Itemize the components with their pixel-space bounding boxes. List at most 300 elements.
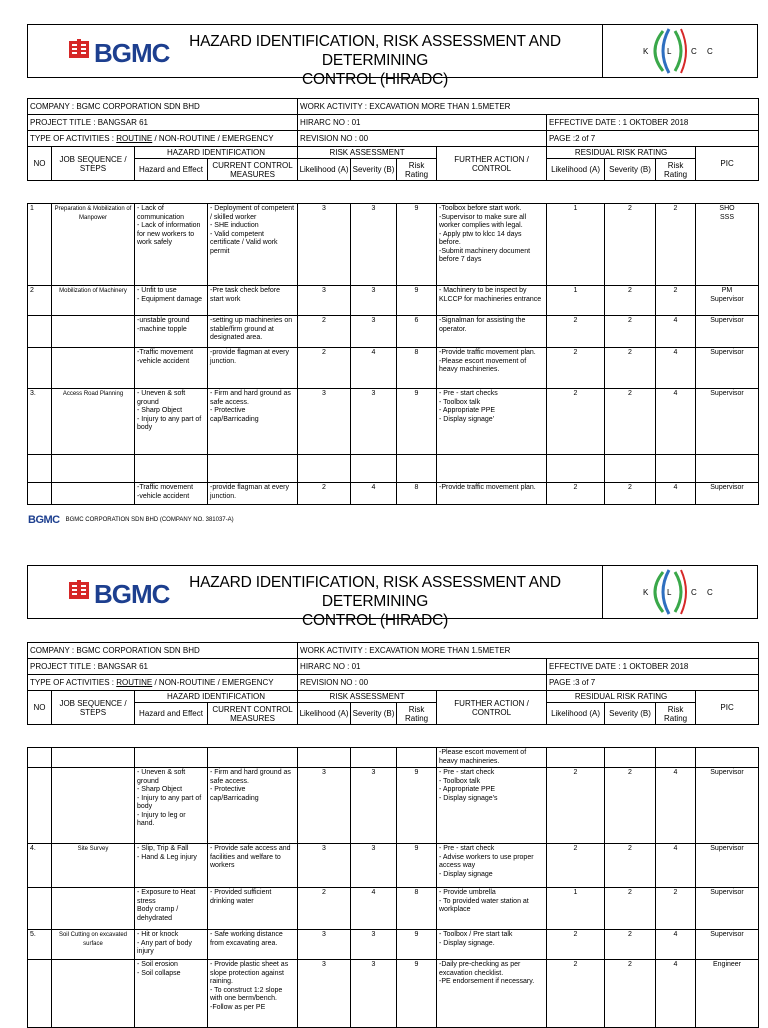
col-residual-risk: RESIDUAL RISK RATING <box>547 147 696 159</box>
cell-hazard-line: - Hit or knock <box>137 931 179 938</box>
col-no: NO <box>28 691 52 725</box>
cell-pic <box>696 348 759 389</box>
cell-residual-risk: 4 <box>656 844 696 888</box>
cell-pic-line: Supervisor <box>710 484 744 491</box>
cell-further-action-line: - Appropriate PPE <box>439 407 496 414</box>
klcc-logo-icon <box>603 25 757 77</box>
cell-severity <box>351 748 397 768</box>
cell-likelihood: 3 <box>298 768 351 844</box>
cell-hazard-line: -unstable ground <box>137 317 190 324</box>
cell-further-action-line: -PE endorsement if necessary. <box>439 978 535 985</box>
cell-further-action-line: - Toolbox / Pre start talk <box>439 931 513 938</box>
cell-job-step: Access Road Planning <box>52 389 135 455</box>
cell-job-step: Soil Cutting on excavated surface <box>52 930 135 960</box>
cell-job-step <box>52 768 135 844</box>
col-risk-assessment: RISK ASSESSMENT <box>298 691 437 703</box>
cell-further-action-line: -Toolbox before start work. <box>439 205 522 212</box>
cell-job-step <box>52 316 135 348</box>
cell-residual-severity: 2 <box>605 204 656 286</box>
cell-further-action-line: - Display signage's <box>439 794 498 802</box>
cell-pic-line: SSS <box>719 213 734 221</box>
cell-hazard-line: - Injury to any part of body <box>137 415 202 431</box>
cell-risk-rating: 8 <box>397 888 437 930</box>
table-row <box>28 930 759 960</box>
cell-hazard <box>135 483 208 505</box>
cell-pic <box>696 389 759 455</box>
hazard-table-page-3 <box>27 747 759 1028</box>
cell-hazard-line: - Sharp Object <box>137 407 183 414</box>
cell-control <box>208 960 298 1028</box>
footer-company-text: BGMC CORPORATION SDN BHD (COMPANY NO. 381037-A) <box>65 517 234 523</box>
cell-residual-risk: 4 <box>656 930 696 960</box>
cell-hazard <box>135 455 208 483</box>
cell-residual-likelihood: 2 <box>547 316 605 348</box>
table-row <box>28 768 759 844</box>
cell-no: 4. <box>28 844 52 888</box>
cell-hazard <box>135 204 208 286</box>
bgmc-logo <box>28 25 170 77</box>
cell-no <box>28 316 52 348</box>
cell-job-step <box>52 888 135 930</box>
cell-job-step: Site Survey <box>52 844 135 888</box>
col-likelihood: Likelihood (A) <box>298 159 351 181</box>
cell-control-line: -provide flagman at every junction. <box>210 349 289 365</box>
cell-control <box>208 930 298 960</box>
cell-pic-line: Supervisor <box>710 931 744 938</box>
col-likelihood: Likelihood (A) <box>298 703 351 725</box>
cell-further-action-line: -Supervisor to make sure all worker complies with legal. <box>439 213 527 229</box>
cell-further-action-line: -Submit machinery document before 7 days <box>439 247 531 263</box>
cell-hazard <box>135 930 208 960</box>
cell-residual-severity: 2 <box>605 286 656 316</box>
col-job-sequence: JOB SEQUENCE / STEPS <box>52 691 135 725</box>
activity-type-field: TYPE OF ACTIVITIES : ROUTINE / NON-ROUTINE / EMERGENCY <box>28 675 298 691</box>
cell-further-action <box>437 768 547 844</box>
cell-no <box>28 768 52 844</box>
cell-severity: 4 <box>351 888 397 930</box>
cell-risk-rating: 9 <box>397 286 437 316</box>
table-row <box>28 286 759 316</box>
cell-control-line: - Protective cap/Barricading <box>210 407 259 423</box>
cell-further-action-line: - Advise workers to use proper access way <box>439 853 534 869</box>
table-row <box>28 483 759 505</box>
cell-severity: 3 <box>351 930 397 960</box>
cell-control-line: - Firm and hard ground as safe access. <box>210 390 291 406</box>
cell-residual-likelihood: 2 <box>547 348 605 389</box>
cell-control-line: - Safe working distance from excavating area. <box>210 931 283 947</box>
cell-residual-risk: 4 <box>656 960 696 1028</box>
cell-pic-line: Supervisor <box>710 317 744 324</box>
cell-hazard-line: -Traffic movement <box>137 349 194 356</box>
cell-residual-severity: 2 <box>605 844 656 888</box>
cell-control <box>208 286 298 316</box>
cell-job-step: Preparation & Mobilization of Manpower <box>52 204 135 286</box>
cell-hazard-line: - Hand & Leg injury <box>137 853 197 861</box>
col-residual-likelihood: Likelihood (A) <box>547 703 605 725</box>
table-row <box>28 960 759 1028</box>
cell-no: 2 <box>28 286 52 316</box>
cell-hazard <box>135 960 208 1028</box>
cell-likelihood: 2 <box>298 483 351 505</box>
cell-no <box>28 455 52 483</box>
page-footer <box>28 514 234 526</box>
cell-further-action <box>437 286 547 316</box>
cell-residual-severity: 2 <box>605 930 656 960</box>
col-hazard-identification: HAZARD IDENTIFICATION <box>135 691 298 703</box>
cell-further-action-line: -Please escort movement of heavy machineries. <box>439 749 527 765</box>
cell-job-step <box>52 455 135 483</box>
cell-further-action-line: -Daily pre-checking as per excavation checklist. <box>439 961 521 977</box>
cell-further-action-line: - Pre - start checks <box>439 390 498 397</box>
col-no: NO <box>28 147 52 181</box>
cell-control-line: -provide flagman at every junction. <box>210 484 289 500</box>
col-risk-rating: Risk Rating <box>397 159 437 181</box>
cell-pic-line: Engineer <box>712 961 742 968</box>
cell-further-action-line: - Appropriate PPE <box>439 786 496 793</box>
svg-text:K: K <box>643 588 649 597</box>
cell-no: 1 <box>28 204 52 286</box>
svg-text:C: C <box>691 47 697 56</box>
cell-pic-line: Supervisor <box>710 390 744 397</box>
table-row <box>28 389 759 455</box>
cell-severity: 3 <box>351 768 397 844</box>
cell-severity: 3 <box>351 286 397 316</box>
cell-control <box>208 483 298 505</box>
cell-residual-likelihood: 2 <box>547 389 605 455</box>
cell-further-action-line: - Toolbox talk <box>439 398 481 406</box>
cell-control <box>208 348 298 389</box>
table-row <box>28 316 759 348</box>
hirarc-no-field: HIRARC NO : 01 <box>298 115 547 131</box>
document-header <box>27 24 758 88</box>
cell-pic <box>696 455 759 483</box>
cell-no <box>28 483 52 505</box>
cell-hazard-line: -vehicle accident <box>137 357 190 365</box>
cell-control-line: -Pre task check before start work <box>210 287 281 303</box>
cell-further-action <box>437 389 547 455</box>
document-title: HAZARD IDENTIFICATION, RISK ASSESSMENT AND DETERMINING CONTROL (HIRADC) <box>189 574 561 629</box>
cell-risk-rating <box>397 748 437 768</box>
cell-no <box>28 888 52 930</box>
bgmc-mark-icon <box>68 580 90 600</box>
cell-further-action-line: - Machinery to be inspect by KLCCP for machineries entrance <box>439 287 542 303</box>
cell-risk-rating: 8 <box>397 348 437 389</box>
cell-hazard-line: - Soil erosion <box>137 961 178 968</box>
col-severity: Severity (B) <box>351 159 397 181</box>
cell-residual-severity: 2 <box>605 348 656 389</box>
cell-further-action <box>437 455 547 483</box>
cell-no <box>28 348 52 389</box>
cell-severity: 3 <box>351 204 397 286</box>
cell-control <box>208 389 298 455</box>
cell-further-action-line: - Display signage. <box>439 939 495 947</box>
klcc-logo <box>602 25 757 77</box>
col-risk-rating: Risk Rating <box>397 703 437 725</box>
effective-date-field: EFFECTIVE DATE : 1 OKTOBER 2018 <box>547 115 759 131</box>
cell-control-line: - Provide plastic sheet as slope protection against raining. <box>210 961 289 985</box>
cell-severity: 3 <box>351 844 397 888</box>
cell-residual-likelihood: 2 <box>547 960 605 1028</box>
cell-likelihood: 2 <box>298 348 351 389</box>
cell-risk-rating: 9 <box>397 204 437 286</box>
cell-further-action-line: -Provide traffic movement plan. <box>439 484 536 491</box>
cell-further-action <box>437 204 547 286</box>
svg-text:C: C <box>707 47 713 56</box>
col-current-control: CURRENT CONTROL MEASURES <box>208 159 298 181</box>
cell-residual-severity <box>605 748 656 768</box>
klcc-logo <box>602 566 757 618</box>
cell-hazard-line: - Uneven & soft ground <box>137 769 186 785</box>
cell-pic <box>696 768 759 844</box>
cell-residual-risk: 4 <box>656 316 696 348</box>
cell-control-line: - Firm and hard ground as safe access. <box>210 769 291 785</box>
cell-residual-likelihood: 2 <box>547 844 605 888</box>
col-residual-severity: Severity (B) <box>605 703 656 725</box>
cell-further-action-line: - Display signage <box>439 870 493 878</box>
cell-control <box>208 844 298 888</box>
cell-likelihood: 3 <box>298 844 351 888</box>
cell-residual-likelihood: 1 <box>547 204 605 286</box>
info-table <box>27 98 759 181</box>
cell-risk-rating: 9 <box>397 960 437 1028</box>
cell-job-step <box>52 748 135 768</box>
cell-further-action-line: - Provide umbrella <box>439 889 496 896</box>
cell-likelihood: 3 <box>298 204 351 286</box>
cell-residual-severity: 2 <box>605 888 656 930</box>
revision-no-field: REVISION NO : 00 <box>298 675 547 691</box>
cell-hazard <box>135 316 208 348</box>
hirarc-no-field: HIRARC NO : 01 <box>298 659 547 675</box>
cell-control <box>208 455 298 483</box>
cell-pic-line: PM <box>721 287 733 294</box>
bgmc-logo-text: BGMC <box>94 38 170 68</box>
bgmc-logo <box>28 566 170 618</box>
cell-risk-rating: 8 <box>397 483 437 505</box>
cell-residual-severity: 2 <box>605 960 656 1028</box>
cell-severity: 4 <box>351 483 397 505</box>
work-activity-field: WORK ACTIVITY : EXCAVATION MORE THAN 1.5METER <box>298 643 759 659</box>
cell-hazard-line: -Traffic movement <box>137 484 194 491</box>
cell-further-action-line: - Pre - start check <box>439 845 495 852</box>
cell-job-step <box>52 348 135 389</box>
cell-control-line: - Provide safe access and facilities and welfare to workers <box>210 845 291 869</box>
cell-hazard-line: - Lack of information for new workers to work safely <box>137 222 201 246</box>
document-title: HAZARD IDENTIFICATION, RISK ASSESSMENT AND DETERMINING CONTROL (HIRADC) <box>189 33 561 88</box>
cell-pic <box>696 483 759 505</box>
table-row <box>28 455 759 483</box>
cell-hazard <box>135 389 208 455</box>
cell-residual-severity: 2 <box>605 768 656 844</box>
cell-likelihood: 3 <box>298 930 351 960</box>
cell-further-action-line: -Provide traffic movement plan. <box>439 349 536 356</box>
cell-hazard-line: - Exposure to Heat stress <box>137 889 196 905</box>
cell-hazard <box>135 768 208 844</box>
cell-no <box>28 748 52 768</box>
col-residual-risk-rating: Risk Rating <box>656 703 696 725</box>
cell-pic <box>696 960 759 1028</box>
company-field: COMPANY : BGMC CORPORATION SDN BHD <box>28 99 298 115</box>
cell-hazard <box>135 888 208 930</box>
cell-pic <box>696 930 759 960</box>
cell-residual-likelihood: 2 <box>547 930 605 960</box>
page-number: PAGE :3 of 7 <box>547 675 759 691</box>
cell-residual-likelihood: 1 <box>547 286 605 316</box>
cell-likelihood: 2 <box>298 316 351 348</box>
cell-residual-risk: 4 <box>656 483 696 505</box>
cell-control <box>208 748 298 768</box>
col-hazard-effect: Hazard and Effect <box>135 159 208 181</box>
col-further-action: FURTHER ACTION / CONTROL <box>437 691 547 725</box>
cell-residual-risk: 4 <box>656 768 696 844</box>
cell-hazard-line: - Soil collapse <box>137 969 181 977</box>
col-further-action: FURTHER ACTION / CONTROL <box>437 147 547 181</box>
cell-severity: 3 <box>351 960 397 1028</box>
cell-control-line: - To construct 1:2 slope with one berm/bench. <box>210 986 283 1002</box>
cell-no: 3. <box>28 389 52 455</box>
cell-hazard <box>135 748 208 768</box>
svg-text:C: C <box>707 588 713 597</box>
cell-likelihood: 3 <box>298 286 351 316</box>
cell-risk-rating: 9 <box>397 389 437 455</box>
cell-no: 5. <box>28 930 52 960</box>
cell-residual-likelihood <box>547 748 605 768</box>
cell-further-action-line: - Toolbox talk <box>439 777 481 785</box>
cell-control <box>208 204 298 286</box>
cell-residual-risk <box>656 748 696 768</box>
cell-pic <box>696 748 759 768</box>
table-row <box>28 888 759 930</box>
svg-text:K: K <box>643 47 649 56</box>
cell-residual-risk <box>656 455 696 483</box>
cell-pic <box>696 316 759 348</box>
cell-hazard-line: - Uneven & soft ground <box>137 390 186 406</box>
cell-pic <box>696 204 759 286</box>
cell-control <box>208 888 298 930</box>
footer-logo: BGMC <box>28 514 60 526</box>
cell-pic-line: Supervisor <box>710 349 744 356</box>
cell-severity: 4 <box>351 348 397 389</box>
cell-residual-risk: 2 <box>656 286 696 316</box>
cell-no <box>28 960 52 1028</box>
cell-residual-severity: 2 <box>605 483 656 505</box>
cell-hazard <box>135 286 208 316</box>
page-number: PAGE :2 of 7 <box>547 131 759 147</box>
cell-further-action-line: - Display signage' <box>439 415 495 423</box>
col-residual-likelihood: Likelihood (A) <box>547 159 605 181</box>
cell-risk-rating: 9 <box>397 768 437 844</box>
cell-further-action-line: - To provided water station at workplace <box>439 897 529 913</box>
cell-risk-rating: 9 <box>397 844 437 888</box>
svg-text:C: C <box>691 588 697 597</box>
cell-pic-line: SHO <box>719 205 735 212</box>
col-risk-assessment: RISK ASSESSMENT <box>298 147 437 159</box>
cell-control-line: -Follow as per PE <box>210 1003 266 1011</box>
table-row <box>28 748 759 768</box>
document-header <box>27 565 758 629</box>
cell-hazard-line: Body cramp / dehydrated <box>137 906 179 922</box>
cell-further-action-line: - Pre - start check <box>439 769 495 776</box>
table-row <box>28 844 759 888</box>
cell-control-line: -setting up machineries on stable/firm ground at designated area. <box>210 317 293 341</box>
cell-further-action-line: - Apply ptw to klcc 14 days before. <box>439 230 522 246</box>
cell-pic <box>696 286 759 316</box>
cell-residual-risk: 4 <box>656 389 696 455</box>
cell-job-step: Mobilization of Machinery <box>52 286 135 316</box>
cell-further-action <box>437 960 547 1028</box>
cell-residual-likelihood: 2 <box>547 483 605 505</box>
cell-pic <box>696 888 759 930</box>
bgmc-logo-text: BGMC <box>94 579 170 609</box>
cell-residual-likelihood: 2 <box>547 768 605 844</box>
cell-hazard-line: - Sharp Object <box>137 786 183 793</box>
cell-control-line: - Valid competent certificate / Valid work permit <box>210 230 278 255</box>
work-activity-field: WORK ACTIVITY : EXCAVATION MORE THAN 1.5METER <box>298 99 759 115</box>
cell-hazard-line: - Equipment damage <box>137 295 202 303</box>
col-pic: PIC <box>696 147 759 181</box>
info-table <box>27 642 759 725</box>
activity-type-field: TYPE OF ACTIVITIES : ROUTINE / NON-ROUTINE / EMERGENCY <box>28 131 298 147</box>
cell-severity <box>351 455 397 483</box>
project-title-field: PROJECT TITLE : BANGSAR 61 <box>28 115 298 131</box>
cell-residual-risk: 2 <box>656 204 696 286</box>
cell-control-line: - SHE induction <box>210 222 259 229</box>
cell-control-line: - Protective cap/Barricading <box>210 786 259 802</box>
cell-hazard <box>135 348 208 389</box>
hazard-table-page-2 <box>27 203 759 505</box>
cell-pic-line: Supervisor <box>710 889 744 896</box>
col-job-sequence: JOB SEQUENCE / STEPS <box>52 147 135 181</box>
col-pic: PIC <box>696 691 759 725</box>
cell-further-action <box>437 348 547 389</box>
bgmc-mark-icon <box>68 39 90 59</box>
cell-risk-rating <box>397 455 437 483</box>
cell-hazard-line: - Unfit to use <box>137 287 177 294</box>
cell-control-line: - Deployment of competent / skilled worker <box>210 205 295 221</box>
cell-further-action-line: -Please escort movement of heavy machineries. <box>439 357 527 373</box>
cell-job-step <box>52 483 135 505</box>
col-severity: Severity (B) <box>351 703 397 725</box>
table-row <box>28 348 759 389</box>
cell-hazard-line: - Any part of body injury <box>137 939 192 955</box>
cell-residual-severity: 2 <box>605 389 656 455</box>
klcc-logo-icon <box>603 566 757 618</box>
cell-control-line: - Provided sufficient drinking water <box>210 889 272 905</box>
cell-hazard-line: - Lack of communication <box>137 205 185 221</box>
cell-job-step <box>52 960 135 1028</box>
col-residual-severity: Severity (B) <box>605 159 656 181</box>
cell-further-action <box>437 888 547 930</box>
cell-hazard-line: - Slip, Trip & Fall <box>137 845 189 852</box>
cell-pic-line: Supervisor <box>710 845 744 852</box>
col-current-control: CURRENT CONTROL MEASURES <box>208 703 298 725</box>
project-title-field: PROJECT TITLE : BANGSAR 61 <box>28 659 298 675</box>
cell-further-action <box>437 844 547 888</box>
col-residual-risk: RESIDUAL RISK RATING <box>547 691 696 703</box>
cell-hazard-line: - Injury to any part of body <box>137 794 202 810</box>
company-field: COMPANY : BGMC CORPORATION SDN BHD <box>28 643 298 659</box>
cell-control <box>208 768 298 844</box>
cell-further-action <box>437 930 547 960</box>
col-hazard-effect: Hazard and Effect <box>135 703 208 725</box>
cell-likelihood: 2 <box>298 888 351 930</box>
cell-risk-rating: 9 <box>397 930 437 960</box>
cell-severity: 3 <box>351 316 397 348</box>
cell-further-action <box>437 316 547 348</box>
cell-pic-line: Supervisor <box>710 769 744 776</box>
effective-date-field: EFFECTIVE DATE : 1 OKTOBER 2018 <box>547 659 759 675</box>
cell-hazard <box>135 844 208 888</box>
cell-residual-likelihood: 1 <box>547 888 605 930</box>
